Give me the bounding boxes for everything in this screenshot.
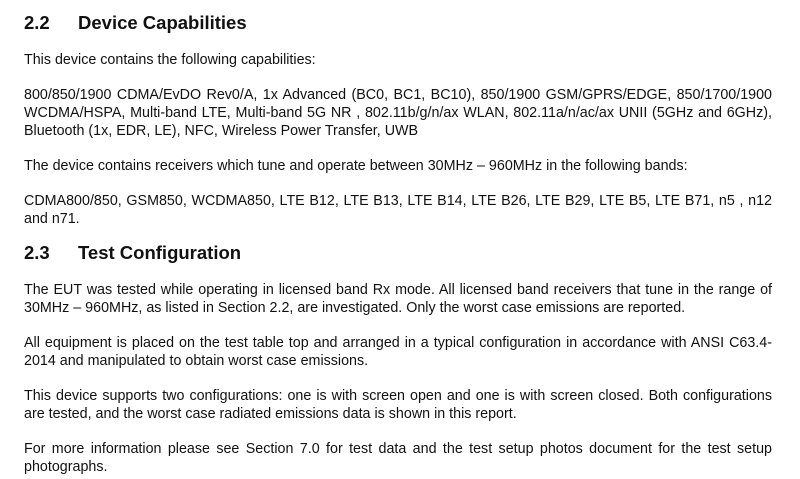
section-number: 2.3: [24, 242, 50, 263]
configurations-paragraph: This device supports two configurations: one is with screen open and one is with screen closed. Both configurations are tested, and the worst case radiated emissions data is shown in this report.: [24, 388, 772, 422]
section-heading-device-capabilities: [24, 10, 772, 36]
more-information-paragraph: For more information please see Section 7.0 for test data and the test setup photos document for the test setup photographs.: [24, 441, 772, 475]
equipment-paragraph: All equipment is placed on the test table top and arranged in a typical configuration in accordance with ANSI C63.4-2014 and manipulated to obtain worst case emissions.: [24, 335, 772, 369]
receivers-paragraph: The device contains receivers which tune and operate between 30MHz – 960MHz in the following bands:: [24, 158, 688, 174]
section-title: Test Configuration: [78, 242, 242, 263]
eut-paragraph: The EUT was tested while operating in licensed band Rx mode. All licensed band receivers that tune in the range of 30MHz – 960MHz, as listed in Section 2.2, are investigated. Only the worst case emissions are reported.: [24, 282, 772, 316]
bands-paragraph: CDMA800/850, GSM850, WCDMA850, LTE B12, LTE B13, LTE B14, LTE B26, LTE B29, LTE B5, LTE B71, n5 , n12 and n71.: [24, 193, 772, 227]
section-number: 2.2: [24, 12, 50, 33]
capabilities-list-paragraph: 800/850/1900 CDMA/EvDO Rev0/A, 1x Advanced (BC0, BC1, BC10), 850/1900 GSM/GPRS/EDGE, 850/1700/1900 WCDMA/HSPA, Multi-band LTE, Multi-band 5G NR , 802.11b/g/n/ax WLAN, 802.11a/n/ac/ax UNII (5GHz and 6GHz), Bluetooth (1x, EDR, LE), NFC, Wireless Power Transfer, UWB: [24, 87, 772, 139]
capabilities-intro-paragraph: This device contains the following capabilities:: [24, 52, 316, 68]
section-heading-test-configuration: [24, 240, 772, 266]
section-title: Device Capabilities: [78, 12, 247, 33]
